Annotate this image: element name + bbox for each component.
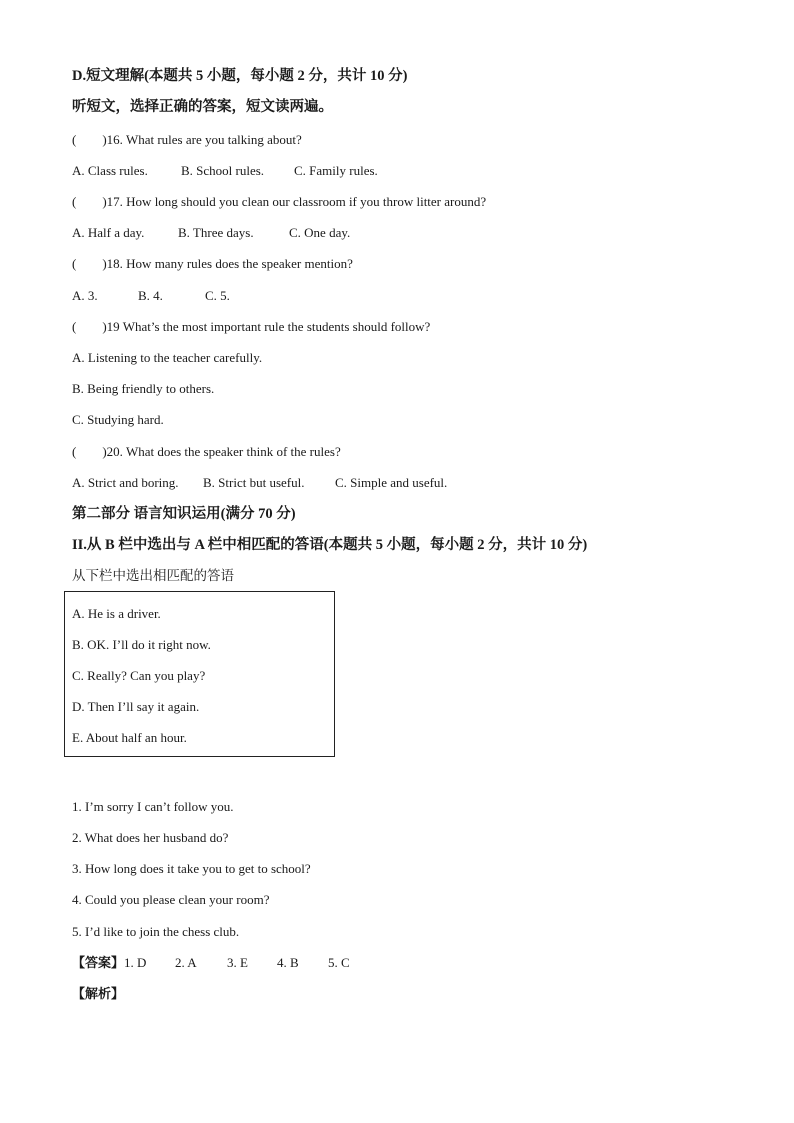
answer-value: 4. B xyxy=(277,955,299,970)
question-20 xyxy=(72,444,341,460)
paren-open: ( xyxy=(72,319,77,334)
option-b: B. 4. xyxy=(138,288,163,303)
paren-open: ( xyxy=(72,444,77,459)
question-16-options xyxy=(72,163,378,179)
option-b: B. School rules. xyxy=(181,163,265,178)
answer-value: 2. A xyxy=(175,955,197,970)
answer-options-box xyxy=(64,591,335,757)
answer-value: 3. E xyxy=(227,955,248,970)
option-c: C. One day. xyxy=(289,225,351,240)
question-18 xyxy=(72,256,353,272)
question-19 xyxy=(72,319,430,335)
question-stem: )16. What rules are you talking about? xyxy=(102,132,302,147)
question-19-option-c: C. Studying hard. xyxy=(72,412,164,427)
question-19-option-a: A. Listening to the teacher carefully. xyxy=(72,350,263,365)
box-item-c: C. Really? Can you play? xyxy=(72,668,206,683)
option-b: B. Three days. xyxy=(178,225,254,240)
option-a: A. Class rules. xyxy=(72,163,148,178)
match-item-1: 1. I’m sorry I can’t follow you. xyxy=(72,799,234,814)
question-17-options xyxy=(72,225,350,241)
match-item-4: 4. Could you please clean your room? xyxy=(72,892,270,907)
question-stem: )18. How many rules does the speaker mention? xyxy=(102,256,353,271)
question-20-options xyxy=(72,475,447,491)
box-item-b: B. OK. I’ll do it right now. xyxy=(72,637,211,652)
option-a: A. Strict and boring. xyxy=(72,475,179,490)
section-d-instruction: 听短文，选择正确的答案，短文读两遍。 xyxy=(72,99,333,115)
option-c: C. Simple and useful. xyxy=(335,475,448,490)
match-item-2: 2. What does her husband do? xyxy=(72,830,229,845)
question-18-options xyxy=(72,288,230,304)
option-c: C. Family rules. xyxy=(294,163,378,178)
answer-value: 1. D xyxy=(124,955,147,970)
section-d-title: D.短文理解(本题共 5 小题，每小题 2 分，共计 10 分) xyxy=(72,68,408,84)
answer-line xyxy=(72,955,350,972)
question-17 xyxy=(72,194,486,210)
box-item-d: D. Then I’ll say it again. xyxy=(72,699,200,714)
option-a: A. Half a day. xyxy=(72,225,145,240)
box-item-e: E. About half an hour. xyxy=(72,730,187,745)
option-b: B. Strict but useful. xyxy=(203,475,305,490)
section-ii-instruction: 从下栏中选出相匹配的答语 xyxy=(72,568,234,584)
paren-open: ( xyxy=(72,194,77,209)
match-item-5: 5. I’d like to join the chess club. xyxy=(72,924,240,939)
question-stem: )19 What’s the most important rule the students should follow? xyxy=(102,319,431,334)
box-item-a: A. He is a driver. xyxy=(72,606,161,621)
analysis-line xyxy=(72,986,124,1003)
question-19-option-b: B. Being friendly to others. xyxy=(72,381,215,396)
question-16 xyxy=(72,132,302,148)
question-stem: )20. What does the speaker think of the rules? xyxy=(102,444,341,459)
question-stem: )17. How long should you clean our classroom if you throw litter around? xyxy=(102,194,487,209)
analysis-label: 【解析】 xyxy=(72,987,125,1002)
match-item-3: 3. How long does it take you to get to school? xyxy=(72,861,311,876)
option-c: C. 5. xyxy=(205,288,230,303)
paren-open: ( xyxy=(72,132,77,147)
option-a: A. 3. xyxy=(72,288,98,303)
answer-label: 【答案】 xyxy=(72,956,125,971)
part-two-title: 第二部分 语言知识运用(满分 70 分) xyxy=(72,506,296,522)
answer-value: 5. C xyxy=(328,955,350,970)
section-ii-title: II.从 B 栏中选出与 A 栏中相匹配的答语(本题共 5 小题，每小题 2 分，共计 10 分) xyxy=(72,537,588,553)
paren-open: ( xyxy=(72,256,77,271)
